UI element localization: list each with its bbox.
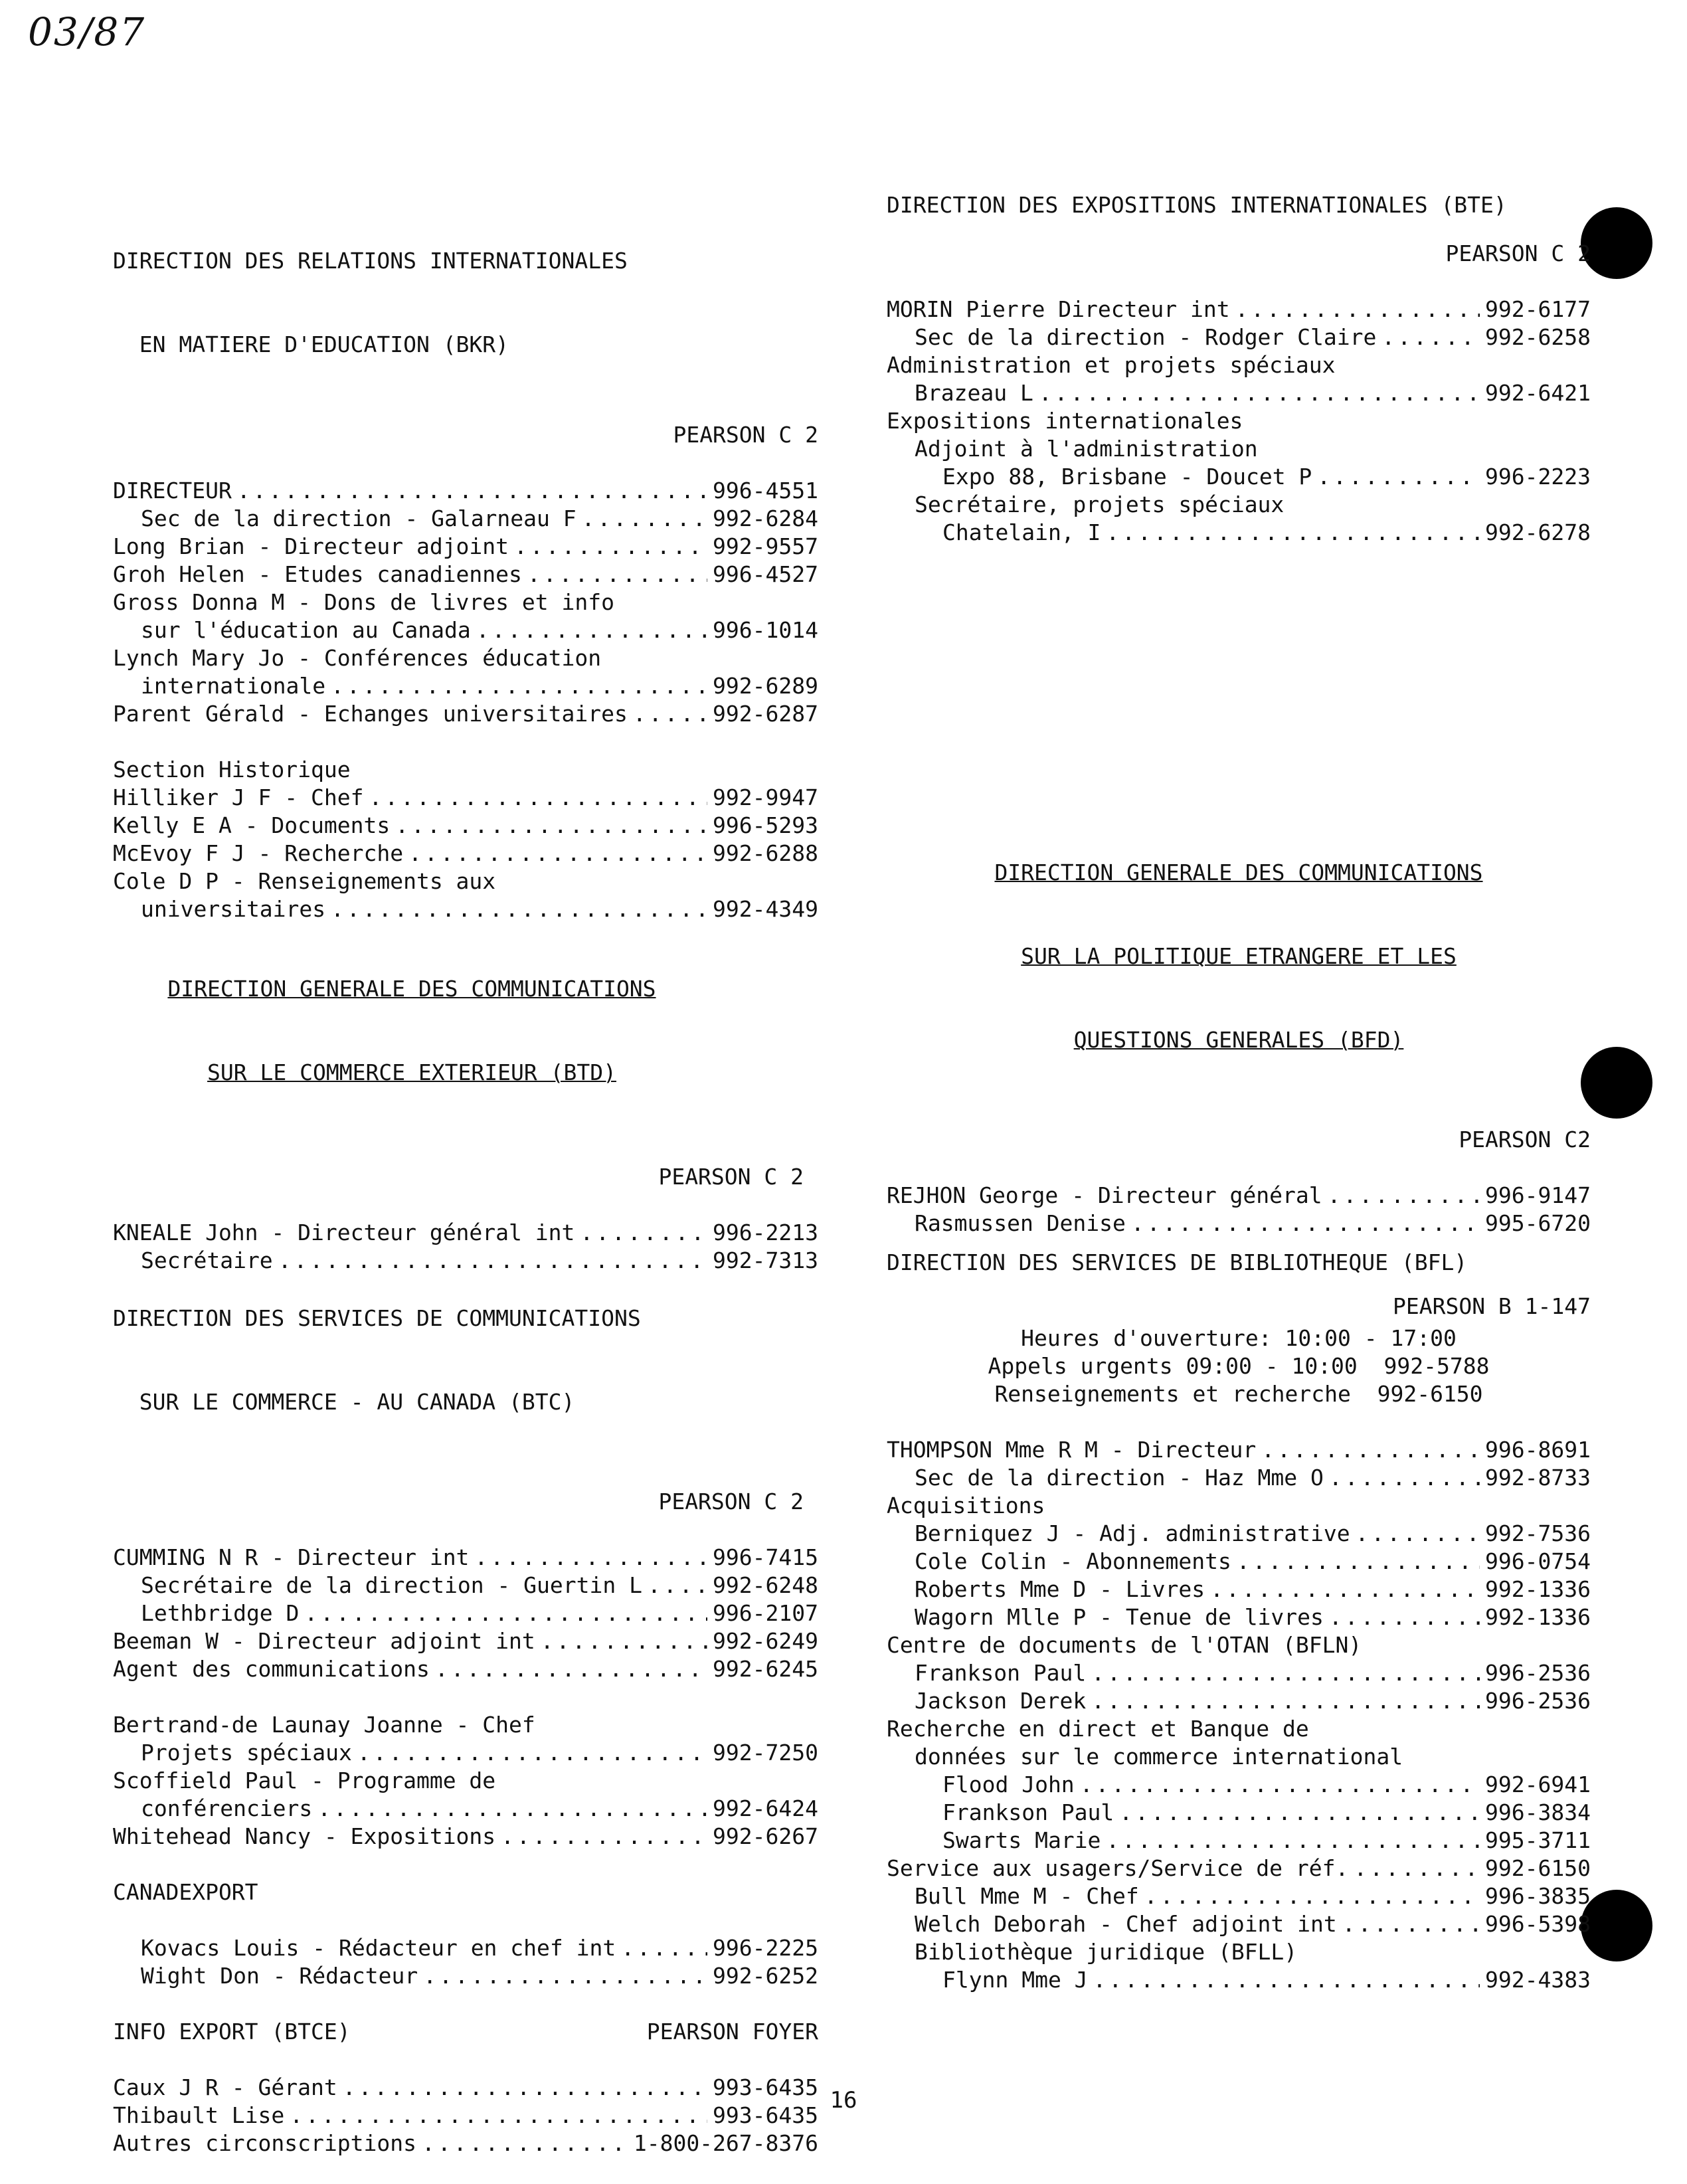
- directory-entry: Lynch Mary Jo - Conférences éducation: [113, 645, 602, 671]
- title-line: EN MATIERE D'EDUCATION (BKR): [113, 331, 509, 357]
- directory-entry: MORIN Pierre Directeur int ..... 992-6177: [887, 296, 1591, 323]
- directory-entry: Parent Gérald - Echanges universitaires ..... 992-6287: [113, 700, 818, 728]
- hours-line: Appels urgents 09:00 - 10:00 992-5788: [988, 1353, 1490, 1379]
- directory-entry: Secrétaire ..... 992-7313: [113, 1247, 818, 1275]
- entry-list: [113, 784, 818, 923]
- directory-entry: Cole D P - Renseignements aux: [113, 868, 496, 894]
- directory-entry: Frankson Paul ..... 996-3834: [887, 1799, 1591, 1827]
- directory-entry: Groh Helen - Etudes canadiennes ..... 996-4527: [113, 561, 818, 589]
- directory-entry: Flynn Mme J ..... 992-4383: [887, 1966, 1591, 1994]
- directory-entry: McEvoy F J - Recherche ..... 992-6288: [113, 840, 818, 867]
- directory-entry: REJHON George - Directeur général ..... 996-9147: [887, 1182, 1591, 1210]
- directory-entry: Kovacs Louis - Rédacteur en chef int ..... 996-2225: [113, 1934, 818, 1962]
- building-label: PEARSON C2: [1459, 1127, 1591, 1152]
- subsection-title: CANADEXPORT: [113, 1879, 258, 1905]
- entry-list: [113, 477, 818, 728]
- building-label: PEARSON C 2: [673, 422, 818, 448]
- building-label: PEARSON C 2: [1445, 240, 1591, 266]
- title-line: DIRECTION DES SERVICES DE COMMUNICATIONS: [113, 1305, 641, 1331]
- directory-entry: Long Brian - Directeur adjoint ..... 992-9557: [113, 533, 818, 561]
- subsection-title: Section Historique: [113, 757, 351, 782]
- section-btd: [113, 919, 818, 1275]
- directory-entry: Bibliothèque juridique (BFLL): [915, 1939, 1298, 1965]
- directory-entry: Flood John ..... 992-6941: [887, 1771, 1591, 1799]
- directory-entry: Sec de la direction - Rodger Claire ..... 992-6258: [887, 323, 1591, 351]
- section-title: [113, 1249, 818, 1472]
- directory-entry: Jackson Derek ..... 996-2536: [887, 1687, 1591, 1715]
- punch-hole-middle: [1581, 1047, 1652, 1119]
- building-label: PEARSON C 2: [658, 1489, 804, 1514]
- directory-entry: Kelly E A - Documents ..... 996-5293: [113, 812, 818, 840]
- directory-entry: Administration et projets spéciaux: [887, 352, 1336, 378]
- directory-entry: Wight Don - Rédacteur ..... 992-6252: [113, 1962, 818, 1990]
- page-number: 16: [830, 2087, 857, 2114]
- directory-entry: Bull Mme M - Chef ..... 996-3835: [887, 1882, 1591, 1910]
- directory-entry: Gross Donna M - Dons de livres et info: [113, 589, 614, 615]
- directory-entry: Expositions internationales: [887, 408, 1243, 434]
- directory-entry: Frankson Paul ..... 996-2536: [887, 1659, 1591, 1687]
- directory-entry: Projets spéciaux ..... 992-7250: [113, 1739, 818, 1767]
- directory-entry: Secrétaire de la direction - Guertin L ..... 992-6248: [113, 1572, 818, 1599]
- section-title: [113, 919, 711, 1142]
- directory-entry: internationale ..... 992-6289: [113, 672, 818, 700]
- section-bkr: [113, 191, 818, 923]
- directory-entry: KNEALE John - Directeur général int ..... 996-2213: [113, 1219, 818, 1247]
- section-bfd: [887, 803, 1591, 1237]
- directory-entry: universitaires ..... 992-4349: [113, 895, 818, 923]
- directory-entry: Service aux usagers/Service de réf. ..... 992-6150: [887, 1855, 1591, 1882]
- directory-entry: Whitehead Nancy - Expositions ..... 992-6267: [113, 1823, 818, 1851]
- directory-entry: Brazeau L ..... 992-6421: [887, 379, 1591, 407]
- building-label: PEARSON B 1-147: [1392, 1293, 1591, 1319]
- directory-entry: DIRECTEUR ..... 996-4551: [113, 477, 818, 505]
- directory-entry: Wagorn Mlle P - Tenue de livres ..... 992-1336: [887, 1603, 1591, 1631]
- entry-list: [113, 1544, 818, 1683]
- title-line: SUR LA POLITIQUE ETRANGERE ET LES: [1021, 943, 1457, 969]
- directory-entry: Expo 88, Brisbane - Doucet P ..... 996-2223: [887, 463, 1591, 491]
- directory-entry: Roberts Mme D - Livres ..... 992-1336: [887, 1576, 1591, 1603]
- directory-entry: Caux J R - Gérant ..... 993-6435: [113, 2074, 818, 2102]
- directory-entry: Scoffield Paul - Programme de: [113, 1768, 496, 1793]
- hours-line: Renseignements et recherche 992-6150: [994, 1381, 1483, 1407]
- directory-entry: données sur le commerce international: [915, 1744, 1403, 1770]
- directory-entry: conférenciers ..... 992-6424: [113, 1795, 818, 1823]
- directory-entry: Hilliker J F - Chef ..... 992-9947: [113, 784, 818, 812]
- directory-entry: Acquisitions: [887, 1493, 1045, 1518]
- directory-entry: Autres circonscriptions ..... 1-800-267-8376: [113, 2130, 818, 2157]
- section-title: DIRECTION DES SERVICES DE BIBLIOTHEQUE (BFL): [887, 1249, 1468, 1275]
- directory-entry: Recherche en direct et Banque de: [887, 1716, 1309, 1742]
- directory-entry: Centre de documents de l'OTAN (BFLN): [887, 1632, 1362, 1658]
- section-bfl: [887, 1249, 1591, 1994]
- title-line: DIRECTION DES RELATIONS INTERNATIONALES: [113, 248, 628, 274]
- directory-entry: Lethbridge D ..... 996-2107: [113, 1599, 818, 1627]
- entry-list: [887, 296, 1591, 547]
- directory-entry: Sec de la direction - Haz Mme O ..... 992-8733: [887, 1464, 1591, 1492]
- directory-entry: Swarts Marie ..... 995-3711: [887, 1827, 1591, 1855]
- directory-entry: CUMMING N R - Directeur int ..... 996-7415: [113, 1544, 818, 1572]
- directory-entry: Chatelain, I ..... 992-6278: [887, 519, 1591, 547]
- title-line: DIRECTION GENERALE DES COMMUNICATIONS: [994, 860, 1483, 885]
- subsection-title: INFO EXPORT (BTCE): [113, 2019, 351, 2045]
- directory-entry: Berniquez J - Adj. administrative ..... 992-7536: [887, 1520, 1591, 1548]
- entry-list: [113, 1934, 818, 1990]
- directory-entry: Rasmussen Denise ..... 995-6720: [887, 1210, 1591, 1237]
- directory-entry: Sec de la direction - Galarneau F ..... 992-6284: [113, 505, 818, 533]
- entry-list: [887, 1182, 1591, 1237]
- directory-entry: sur l'éducation au Canada ..... 996-1014: [113, 616, 818, 644]
- entry-list: [887, 1436, 1591, 1994]
- directory-entry: Secrétaire, projets spéciaux: [915, 492, 1285, 517]
- title-line: DIRECTION GENERALE DES COMMUNICATIONS: [167, 976, 656, 1002]
- handwritten-date: 03/87: [28, 9, 146, 54]
- title-line: SUR LE COMMERCE EXTERIEUR (BTD): [207, 1059, 616, 1085]
- punch-hole-bottom: [1581, 1890, 1652, 1961]
- entry-list: [113, 2074, 818, 2157]
- directory-entry: Agent des communications ..... 992-6245: [113, 1655, 818, 1683]
- section-bte: [887, 191, 1591, 547]
- punch-hole-top: [1581, 207, 1652, 279]
- directory-entry: Thibault Lise ..... 993-6435: [113, 2102, 818, 2130]
- title-line: QUESTIONS GENERALES (BFD): [1073, 1027, 1404, 1053]
- directory-entry: Bertrand-de Launay Joanne - Chef: [113, 1712, 535, 1738]
- subsection-header: [113, 2018, 818, 2046]
- building-label: PEARSON C 2: [658, 1164, 804, 1190]
- section-title: DIRECTION DES EXPOSITIONS INTERNATIONALES (BTE): [887, 192, 1507, 218]
- title-line: SUR LE COMMERCE - AU CANADA (BTC): [113, 1389, 575, 1415]
- section-btc: [113, 1249, 818, 2157]
- section-title: [887, 803, 1591, 1110]
- directory-entry: Cole Colin - Abonnements ..... 996-0754: [887, 1548, 1591, 1576]
- hours-line: Heures d'ouverture: 10:00 - 17:00: [1021, 1325, 1457, 1351]
- entry-list: [113, 1711, 818, 1851]
- directory-entry: Welch Deborah - Chef adjoint int ..... 996-5398: [887, 1910, 1591, 1938]
- directory-entry: THOMPSON Mme R M - Directeur ..... 996-8691: [887, 1436, 1591, 1464]
- directory-entry: Beeman W - Directeur adjoint int ..... 992-6249: [113, 1627, 818, 1655]
- building-label: PEARSON FOYER: [646, 2019, 818, 2045]
- section-title: [113, 191, 818, 414]
- directory-entry: Adjoint à l'administration: [915, 436, 1258, 462]
